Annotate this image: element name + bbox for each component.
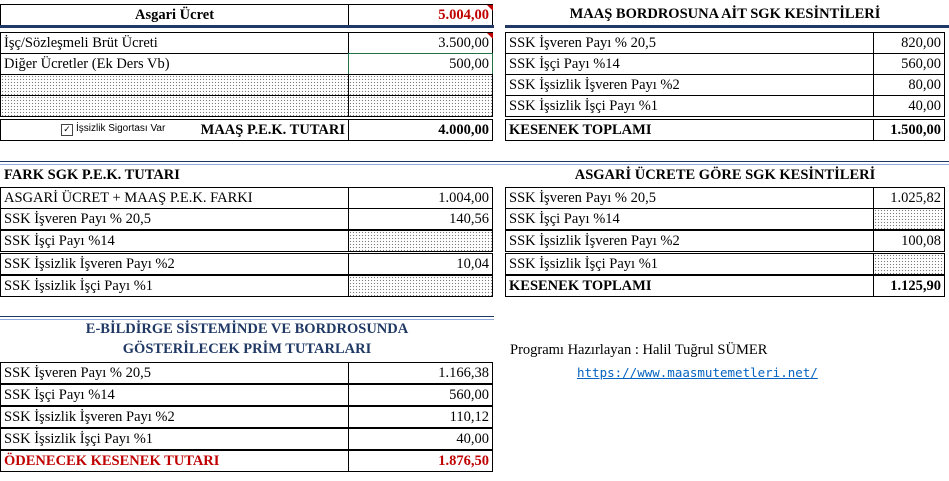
pek-total-value[interactable]: 4.000,00 xyxy=(348,119,493,141)
payroll-sgk-title: MAAŞ BORDROSUNA AİT SGK KESİNTİLERİ xyxy=(569,6,881,22)
table-row-label[interactable]: SSK İşveren Payı % 20,5 xyxy=(0,208,349,230)
table-row-value[interactable]: 40,00 xyxy=(873,95,945,117)
table-row-value[interactable]: 1.166,38 xyxy=(348,362,493,384)
unemployment-insurance-label: İşsizlik Sigortası Var xyxy=(76,123,166,134)
ebildirge-title-line1: E-BİLDİRGE SİSTEMİNDE VE BORDROSUNDA xyxy=(85,321,409,337)
section-divider xyxy=(0,316,494,317)
table-row-value[interactable]: 100,08 xyxy=(873,230,945,252)
table-row-label[interactable]: ASGARİ ÜCRET + MAAŞ P.E.K. FARKI xyxy=(0,187,349,209)
table-row-label[interactable]: SSK İşçi Payı %14 xyxy=(505,208,874,230)
table-row-label[interactable]: SSK İşsizlik İşveren Payı %2 xyxy=(505,74,874,96)
comment-marker xyxy=(487,5,493,11)
kesenek-total-label[interactable]: KESENEK TOPLAMI xyxy=(505,119,874,141)
table-row-value[interactable] xyxy=(873,208,945,230)
min-wage-sgk-title: ASGARİ ÜCRETE GÖRE SGK KESİNTİLERİ xyxy=(574,167,876,183)
pek-total-label-cell: MAAŞ P.E.K. TUTARI xyxy=(0,119,349,141)
gross-wage-label[interactable]: İşç/Sözleşmeli Brüt Ücreti xyxy=(0,32,349,54)
prepared-by-text: Programı Hazırlayan : Halil Tuğrul SÜMER xyxy=(510,342,768,358)
table-row-label[interactable]: SSK İşsizlik İşçi Payı %1 xyxy=(0,428,349,450)
min-wage-value[interactable]: 5.004,00 xyxy=(348,4,493,26)
table-row-label[interactable]: SSK İşsizlik İşveren Payı %2 xyxy=(0,253,349,275)
ebildirge-title-line2: GÖSTERİLECEK PRİM TUTARLARI xyxy=(122,341,372,357)
table-row-value[interactable]: 80,00 xyxy=(873,74,945,96)
other-wages-label[interactable]: Diğer Ücretler (Ek Ders Vb) xyxy=(0,53,349,75)
payable-total-value[interactable]: 1.876,50 xyxy=(348,450,493,472)
section-divider xyxy=(0,164,949,165)
table-row-label[interactable]: SSK İşsizlik İşveren Payı %2 xyxy=(505,230,874,252)
table-row-value[interactable] xyxy=(348,230,493,252)
other-wages-value[interactable]: 500,00 xyxy=(348,53,493,75)
table-row-value[interactable]: 1.004,00 xyxy=(348,187,493,209)
fark-sgk-title: FARK SGK P.E.K. TUTARI xyxy=(4,167,180,183)
table-row-label[interactable]: SSK İşveren Payı % 20,5 xyxy=(505,32,874,54)
table-row-value[interactable] xyxy=(348,275,493,297)
table-row-value[interactable]: 560,00 xyxy=(348,384,493,406)
table-row-value[interactable]: 10,04 xyxy=(348,253,493,275)
table-row-label[interactable]: SSK İşçi Payı %14 xyxy=(0,384,349,406)
empty-cell[interactable] xyxy=(348,95,493,117)
table-row-value[interactable]: 140,56 xyxy=(348,208,493,230)
payable-total-label[interactable]: ÖDENECEK KESENEK TUTARI xyxy=(0,450,349,472)
table-row-label[interactable]: SSK İşsizlik İşçi Payı %1 xyxy=(505,95,874,117)
table-row-label[interactable]: SSK İşsizlik İşveren Payı %2 xyxy=(0,406,349,428)
table-row-label[interactable]: SSK İşveren Payı % 20,5 xyxy=(0,362,349,384)
header-divider xyxy=(505,25,949,28)
table-row-label[interactable]: SSK İşçi Payı %14 xyxy=(505,53,874,75)
section-divider xyxy=(0,161,949,162)
table-row-label[interactable]: SSK İşsizlik İşçi Payı %1 xyxy=(505,253,874,275)
website-link[interactable]: https://www.maasmutemetleri.net/ xyxy=(577,365,818,380)
unemployment-insurance-checkbox[interactable]: ✓ xyxy=(61,124,73,136)
comment-marker xyxy=(487,33,493,39)
min-wage-label[interactable]: Asgari Ücret xyxy=(0,4,349,26)
kesenek-total-value[interactable]: 1.500,00 xyxy=(873,119,945,141)
table-row-label[interactable]: SSK İşçi Payı %14 xyxy=(0,230,349,252)
empty-cell[interactable] xyxy=(348,74,493,96)
empty-cell[interactable] xyxy=(0,74,349,96)
kesenek-total-value[interactable]: 1.125,90 xyxy=(873,275,945,297)
table-row-value[interactable]: 820,00 xyxy=(873,32,945,54)
empty-cell[interactable] xyxy=(0,95,349,117)
section-divider xyxy=(0,319,494,320)
table-row-value[interactable]: 40,00 xyxy=(348,428,493,450)
table-row-value[interactable]: 110,12 xyxy=(348,406,493,428)
gross-wage-value[interactable]: 3.500,00 xyxy=(348,32,493,54)
table-row-value[interactable] xyxy=(873,253,945,275)
table-row-label[interactable]: SSK İşsizlik İşçi Payı %1 xyxy=(0,275,349,297)
table-row-label[interactable]: SSK İşveren Payı % 20,5 xyxy=(505,187,874,209)
table-row-value[interactable]: 1.025,82 xyxy=(873,187,945,209)
kesenek-total-label[interactable]: KESENEK TOPLAMI xyxy=(505,275,874,297)
table-row-value[interactable]: 560,00 xyxy=(873,53,945,75)
header-divider xyxy=(0,25,494,28)
